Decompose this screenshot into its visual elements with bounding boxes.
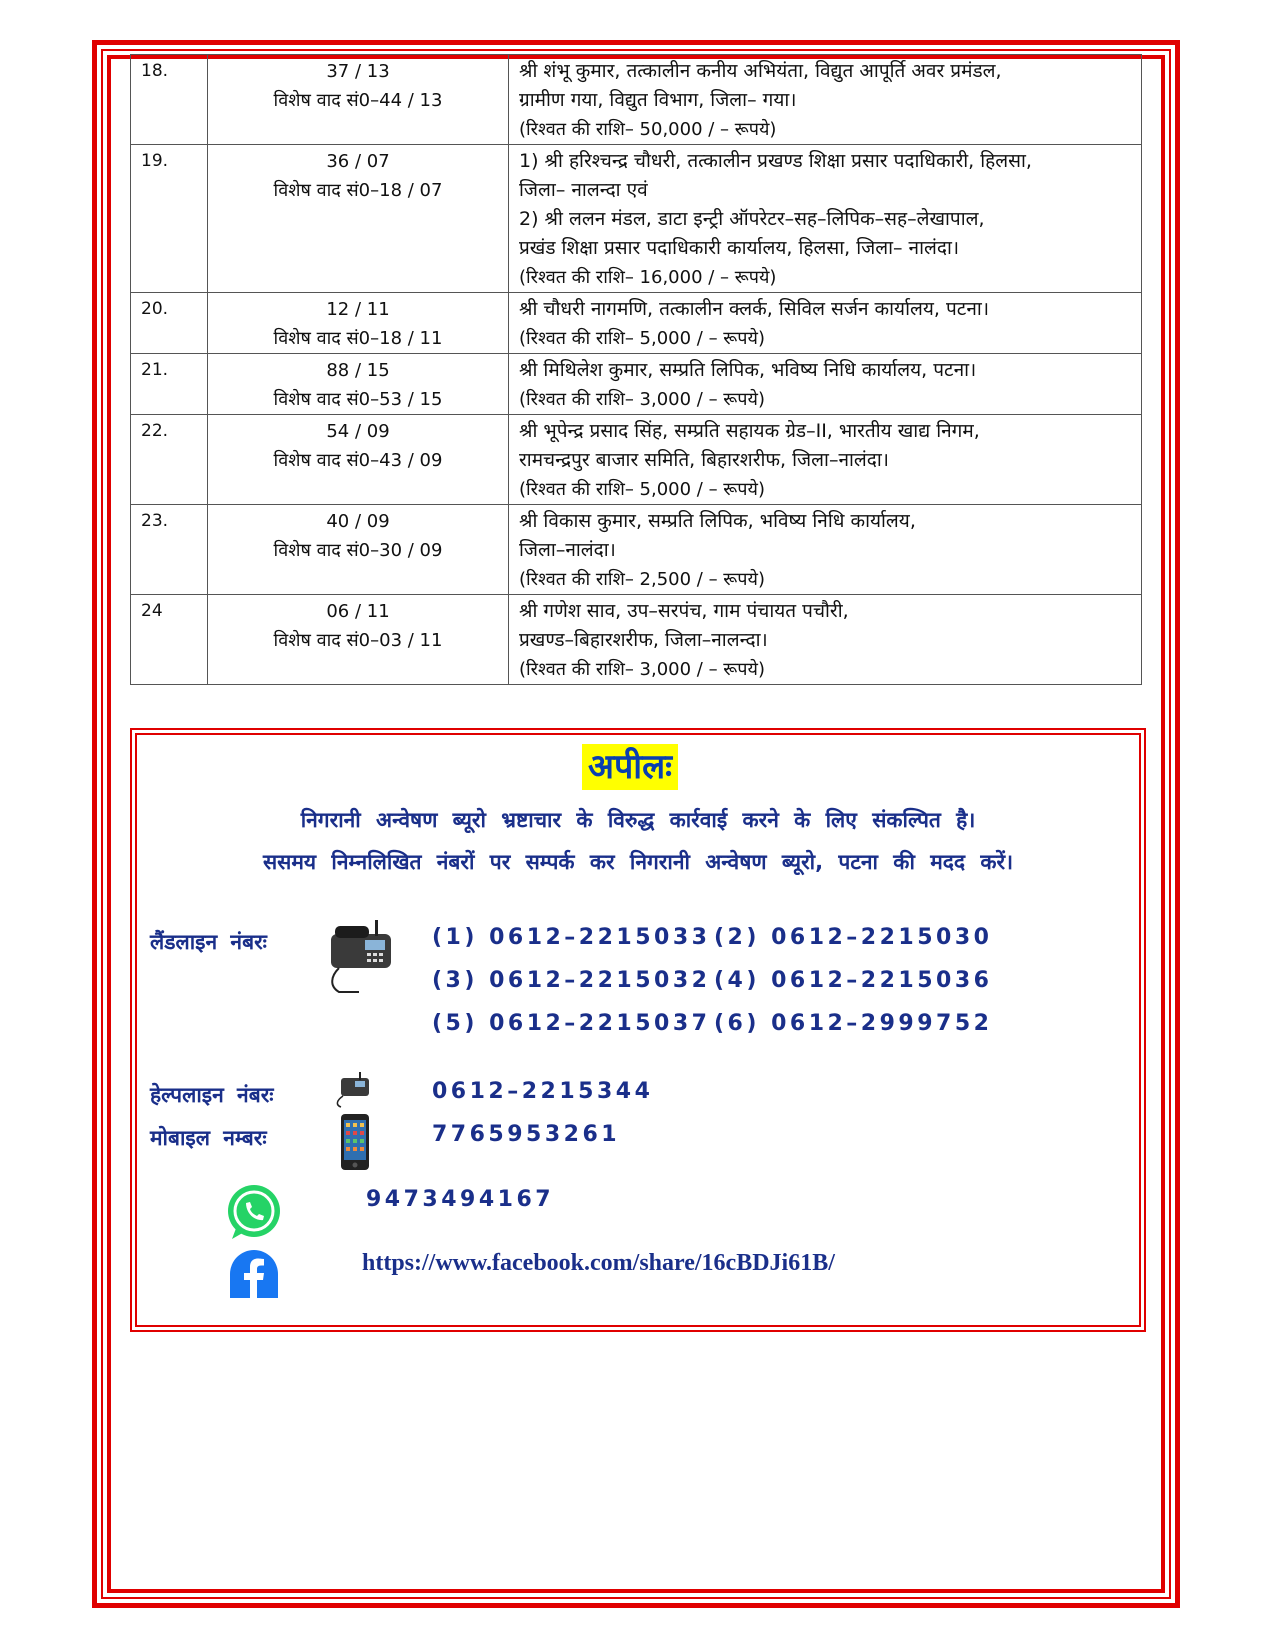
table-row xyxy=(131,415,1142,505)
serial-number: 22. xyxy=(131,415,208,505)
bribe-amount: (रिश्वत की राशि– 16,000 / – रूपये) xyxy=(519,267,777,288)
special-case-number: विशेष वाद सं0–03 / 11 xyxy=(273,630,443,651)
serial-number: 18. xyxy=(131,55,208,145)
cases-table xyxy=(130,54,1142,685)
bribe-amount: (रिश्वत की राशि– 5,000 / – रूपये) xyxy=(519,328,765,349)
case-number: 06 / 11 xyxy=(326,601,390,622)
landline-label: लैंडलाइन नंबरः xyxy=(150,930,267,954)
special-case-number: विशेष वाद सं0–43 / 09 xyxy=(273,450,443,471)
mobile-number[interactable]: 7765953261 xyxy=(432,1122,621,1147)
special-case-number: विशेष वाद सं0–53 / 15 xyxy=(273,389,443,410)
serial-number: 19. xyxy=(131,145,208,293)
table-row xyxy=(131,595,1142,685)
landline-number-1[interactable]: (1) 0612–2215033 xyxy=(432,925,711,950)
special-case-number: विशेष वाद सं0–18 / 07 xyxy=(273,180,443,201)
facebook-icon xyxy=(228,1248,280,1298)
case-number: 12 / 11 xyxy=(326,299,390,320)
landline-number-4[interactable]: (4) 0612–2215036 xyxy=(714,968,993,993)
whatsapp-number[interactable]: 9473494167 xyxy=(366,1187,555,1212)
bribe-amount: (रिश्वत की राशि– 5,000 / – रूपये) xyxy=(519,479,765,500)
serial-number: 23. xyxy=(131,505,208,595)
table-row xyxy=(131,505,1142,595)
small-desk-phone-icon xyxy=(333,1072,373,1108)
case-number-cell xyxy=(208,415,509,505)
accused-line: 2) श्री ललन मंडल, डाटा इन्ट्री ऑपरेटर–सह–लिपिक–सह–लेखापाल, xyxy=(519,208,985,230)
helpline-label: हेल्पलाइन नंबरः xyxy=(150,1083,274,1107)
desk-phone-icon xyxy=(325,920,397,996)
accused-details xyxy=(509,145,1142,293)
serial-number: 24 xyxy=(131,595,208,685)
accused-line: प्रखण्ड–बिहारशरीफ, जिला–नालन्दा। xyxy=(519,629,768,651)
special-case-number: विशेष वाद सं0–18 / 11 xyxy=(273,328,443,349)
accused-details xyxy=(509,55,1142,145)
accused-line: 1) श्री हरिश्चन्द्र चौधरी, तत्कालीन प्रखण्ड शिक्षा प्रसार पदाधिकारी, हिलसा, xyxy=(519,150,1032,172)
accused-details xyxy=(509,595,1142,685)
accused-line: श्री विकास कुमार, सम्प्रति लिपिक, भविष्य निधि कार्यालय, xyxy=(519,510,916,532)
case-number-cell xyxy=(208,505,509,595)
case-number-cell xyxy=(208,595,509,685)
table-row xyxy=(131,55,1142,145)
accused-details xyxy=(509,415,1142,505)
case-number-cell xyxy=(208,354,509,415)
bribe-amount: (रिश्वत की राशि– 50,000 / – रूपये) xyxy=(519,119,777,140)
mobile-phone-icon xyxy=(340,1113,370,1171)
accused-details xyxy=(509,293,1142,354)
case-number: 36 / 07 xyxy=(326,151,390,172)
special-case-number: विशेष वाद सं0–30 / 09 xyxy=(273,540,443,561)
case-number: 54 / 09 xyxy=(326,421,390,442)
landline-number-6[interactable]: (6) 0612–2999752 xyxy=(714,1011,993,1036)
case-number-cell xyxy=(208,55,509,145)
landline-number-5[interactable]: (5) 0612–2215037 xyxy=(432,1011,711,1036)
table-row xyxy=(131,354,1142,415)
case-number: 40 / 09 xyxy=(326,511,390,532)
special-case-number: विशेष वाद सं0–44 / 13 xyxy=(273,90,443,111)
serial-number: 21. xyxy=(131,354,208,415)
case-number-cell xyxy=(208,293,509,354)
accused-line: प्रखंड शिक्षा प्रसार पदाधिकारी कार्यालय, हिलसा, जिला– नालंदा। xyxy=(519,237,960,259)
accused-line: श्री शंभू कुमार, तत्कालीन कनीय अभियंता, विद्युत आपूर्ति अवर प्रमंडल, xyxy=(519,60,1002,82)
accused-line: जिला–नालंदा। xyxy=(519,539,616,561)
table-row xyxy=(131,145,1142,293)
bribe-amount: (रिश्वत की राशि– 3,000 / – रूपये) xyxy=(519,389,765,410)
accused-line: श्री गणेश साव, उप–सरपंच, गाम पंचायत पचौरी, xyxy=(519,600,849,622)
accused-line: श्री चौधरी नागमणि, तत्कालीन क्लर्क, सिविल सर्जन कार्यालय, पटना। xyxy=(519,298,990,320)
accused-line: श्री मिथिलेश कुमार, सम्प्रति लिपिक, भविष्य निधि कार्यालय, पटना। xyxy=(519,359,977,381)
whatsapp-icon xyxy=(222,1183,286,1243)
landline-number-3[interactable]: (3) 0612–2215032 xyxy=(432,968,711,993)
helpline-number[interactable]: 0612–2215344 xyxy=(432,1079,654,1104)
mobile-label: मोबाइल नम्बरः xyxy=(150,1126,267,1150)
appeal-title: अपीलः xyxy=(582,744,678,790)
facebook-link[interactable]: https://www.facebook.com/share/16cBDJi61B/ xyxy=(362,1250,835,1276)
accused-line: श्री भूपेन्द्र प्रसाद सिंह, सम्प्रति सहायक ग्रेड–II, भारतीय खाद्य निगम, xyxy=(519,420,980,442)
case-number: 37 / 13 xyxy=(326,61,390,82)
bribe-amount: (रिश्वत की राशि– 3,000 / – रूपये) xyxy=(519,659,765,680)
accused-line: रामचन्द्रपुर बाजार समिति, बिहारशरीफ, जिला–नालंदा। xyxy=(519,449,890,471)
bribe-amount: (रिश्वत की राशि– 2,500 / – रूपये) xyxy=(519,569,765,590)
appeal-text-line-2: ससमय निम्नलिखित नंबरों पर सम्पर्क कर निगरानी अन्वेषण ब्यूरो, पटना की मदद करें। xyxy=(262,850,1014,874)
table-row xyxy=(131,293,1142,354)
case-number-cell xyxy=(208,145,509,293)
accused-line: ग्रामीण गया, विद्युत विभाग, जिला– गया। xyxy=(519,89,797,111)
accused-line: जिला– नालन्दा एवं xyxy=(519,179,648,201)
accused-details xyxy=(509,505,1142,595)
appeal-text-line-1: निगरानी अन्वेषण ब्यूरो भ्रष्टाचार के विरुद्ध कार्रवाई करने के लिए संकल्पित है। xyxy=(300,808,976,832)
landline-number-2[interactable]: (2) 0612–2215030 xyxy=(714,925,993,950)
serial-number: 20. xyxy=(131,293,208,354)
accused-details xyxy=(509,354,1142,415)
case-number: 88 / 15 xyxy=(326,360,390,381)
